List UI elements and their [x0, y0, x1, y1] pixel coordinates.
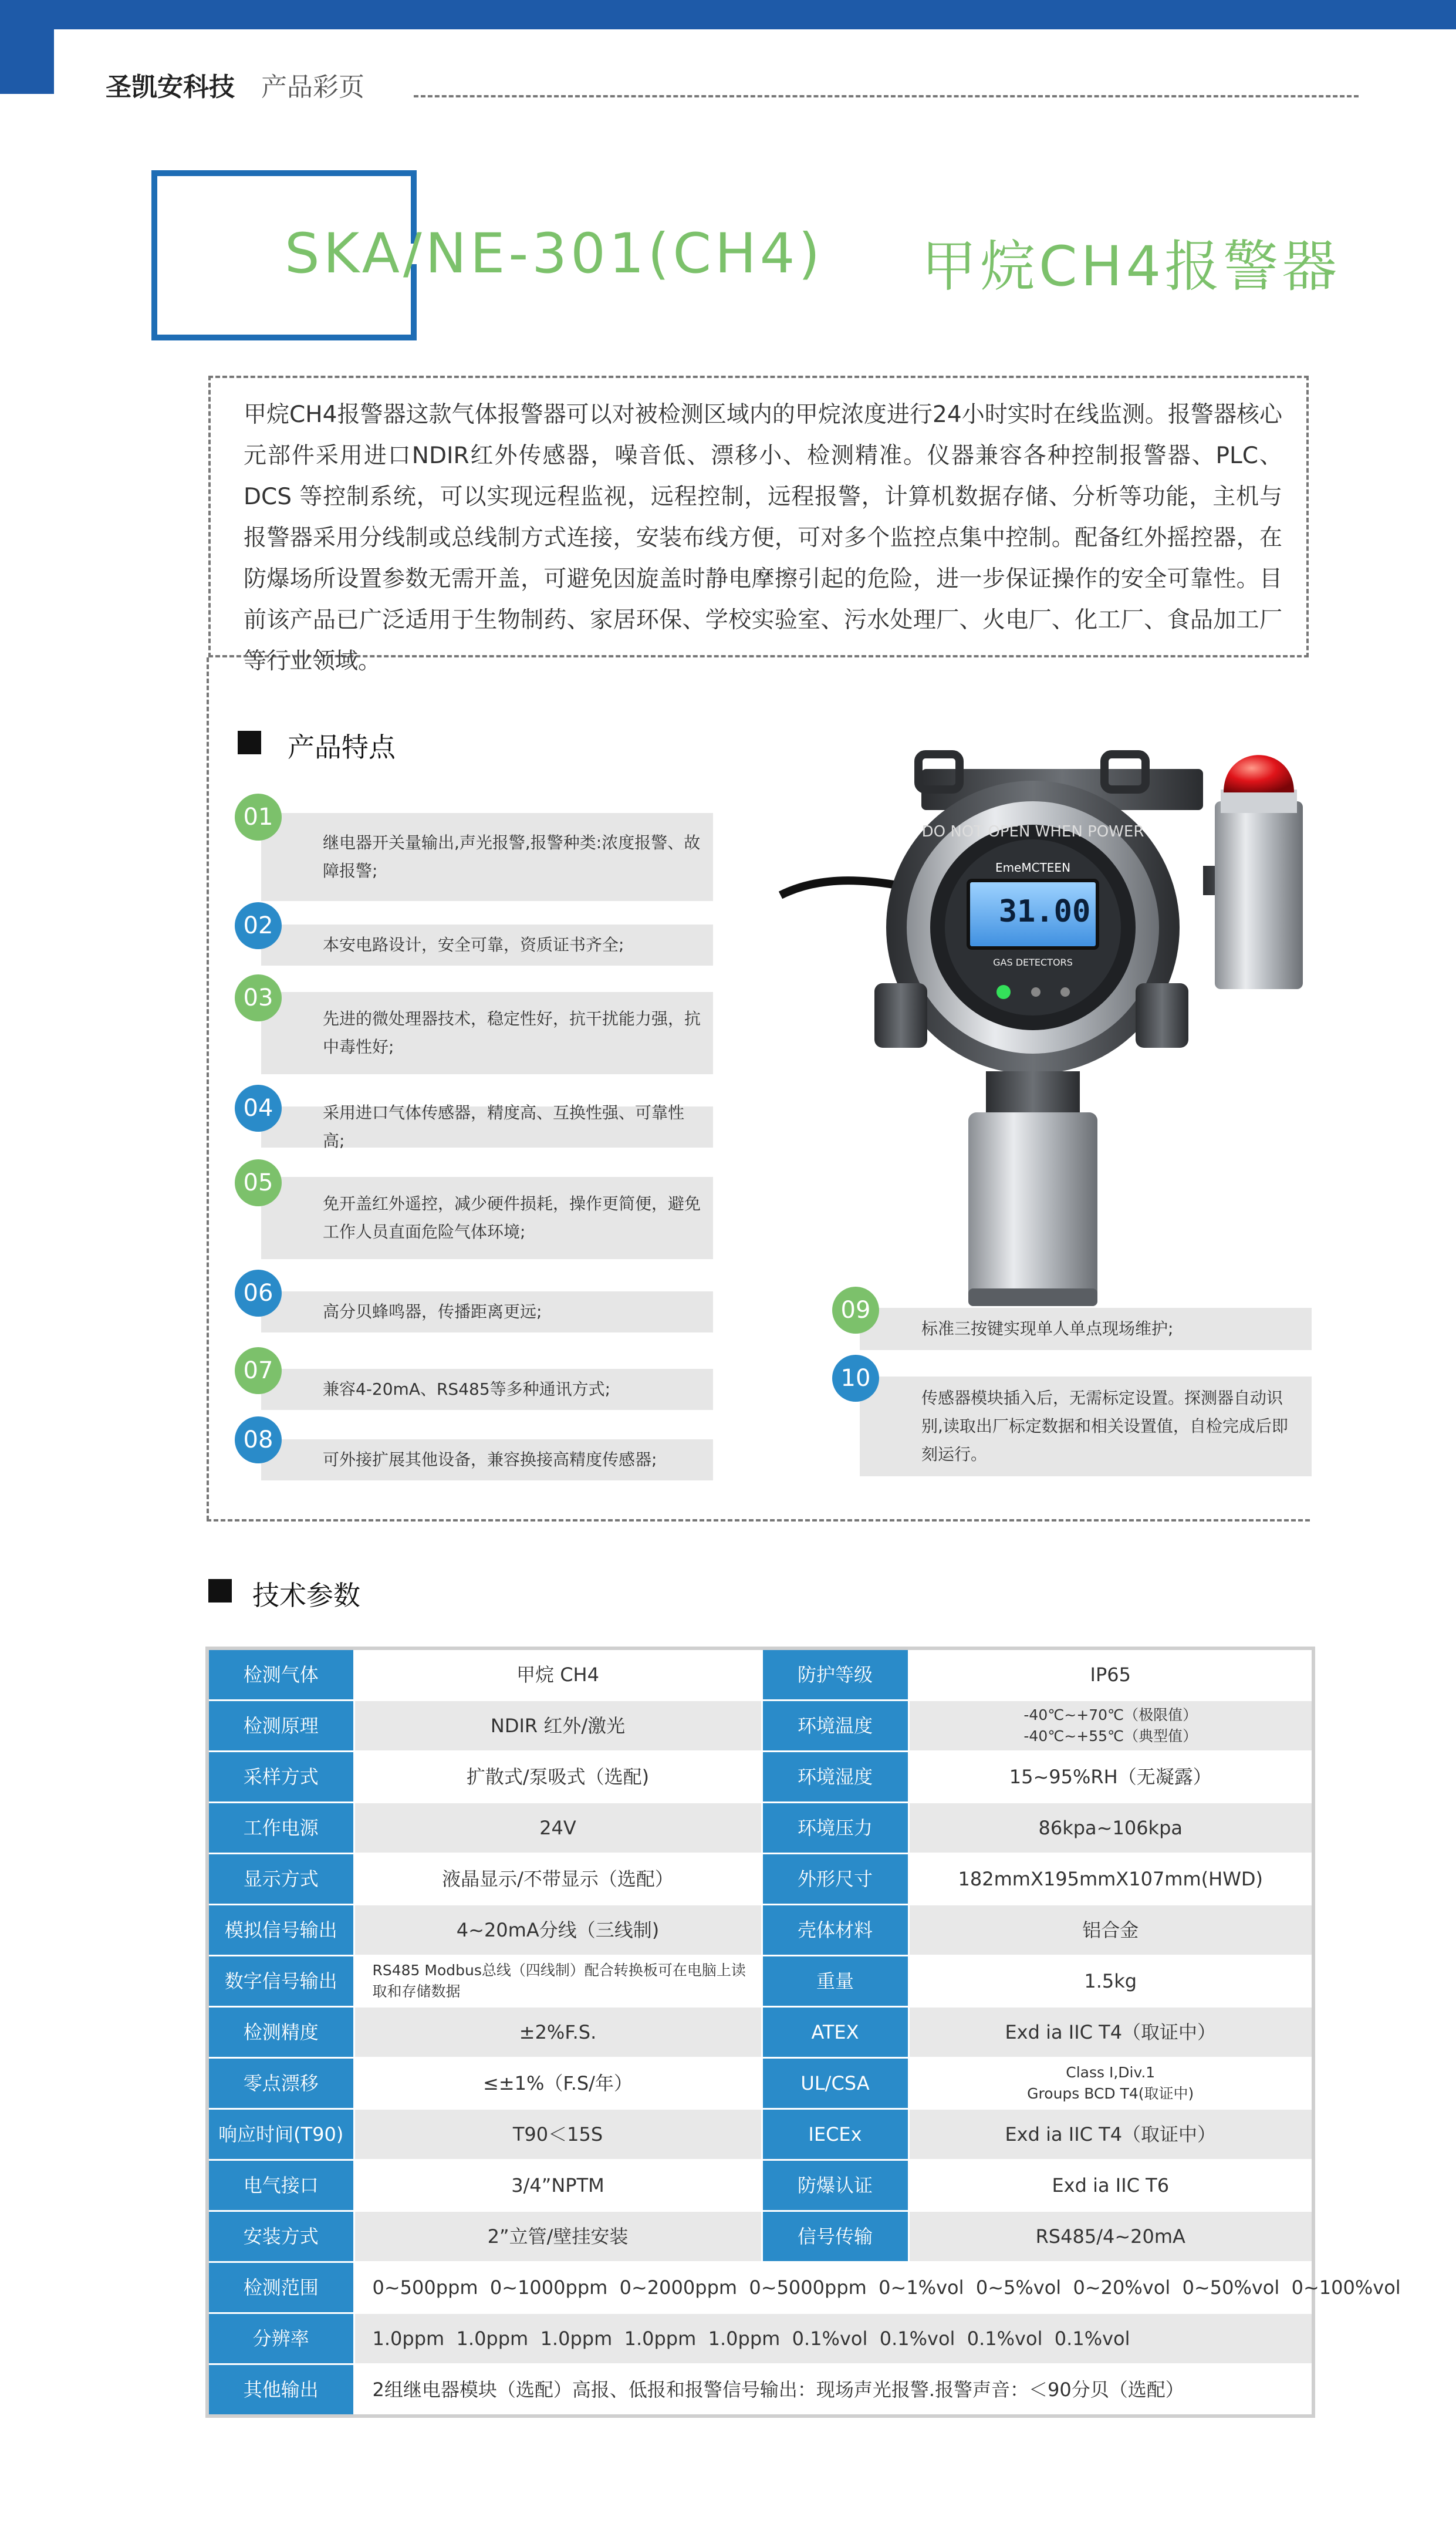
spec-label: 外形尺寸 [762, 1854, 908, 1905]
table-row [207, 1956, 1313, 2007]
intro-box-right-edge [1306, 376, 1309, 657]
header-divider [414, 95, 1359, 97]
feature-number-badge: 02 [235, 902, 282, 949]
title-frame-top [151, 170, 415, 176]
spec-value: Exd ia IIC T4（取证中） [908, 2109, 1313, 2160]
spec-label: 工作电源 [207, 1803, 354, 1854]
spec-label: 壳体材料 [762, 1905, 908, 1956]
title-frame-bottom [151, 335, 415, 340]
spec-label: 信号传输 [762, 2211, 908, 2262]
spec-label: 重量 [762, 1956, 908, 2007]
feature-text: 可外接扩展其他设备，兼容换接高精度传感器; [323, 1450, 657, 1469]
table-row [207, 1854, 1313, 1905]
device-brand: EmeMCTEEN [995, 861, 1071, 875]
feature-number-badge: 09 [832, 1287, 879, 1334]
feature-item [261, 992, 713, 1074]
title-frame-left [151, 170, 157, 340]
cable [781, 880, 904, 895]
feature-number-badge: 05 [235, 1159, 282, 1206]
features-heading: 产品特点 [288, 731, 396, 763]
spec-value: 1.5kg [908, 1956, 1313, 2007]
spec-label: 其他输出 [207, 2364, 354, 2417]
spec-value: Exd ia IIC T4（取证中） [908, 2007, 1313, 2058]
spec-label: 环境压力 [762, 1803, 908, 1854]
table-row [207, 1905, 1313, 1956]
spec-value: 甲烷 CH4 [354, 1648, 762, 1701]
spec-value: 24V [354, 1803, 762, 1854]
lcd-reading: 31.00 [998, 894, 1091, 929]
feature-text: 传感器模块插入后，无需标定设置。探测器自动识别,读取出厂标定数据和相关设置值，自检完成后即刻运行。 [921, 1388, 1288, 1464]
feature-item [261, 925, 713, 966]
top-band-corner [0, 0, 54, 94]
spec-label: 环境温度 [762, 1701, 908, 1752]
feature-text: 先进的微处理器技术，稳定性好，抗干扰能力强，抗中毒性好; [323, 1009, 701, 1057]
feature-item [261, 1439, 713, 1480]
spec-label: 采样方式 [207, 1752, 354, 1803]
table-row [207, 1701, 1313, 1752]
spec-label: 显示方式 [207, 1854, 354, 1905]
brand-name: 圣凯安科技 [106, 72, 235, 102]
table-row [207, 2313, 1313, 2364]
intro-paragraph: 甲烷CH4报警器这款气体报警器可以对被检测区域内的甲烷浓度进行24小时实时在线监测。报警器核心元部件采用进口NDIR红外传感器，噪音低、漂移小、检测精准。仪器兼容各种控制报警器、PLC、DCS 等控制系统，可以实现远程监视，远程控制，远程报警，计算机数据存储、分析等功能，主机与报警器采用分线制或总线制方式连接，安装布线方便，可对多个监控点集中控制。配备红外摇控器，在防爆场所设置参数无需开盖，可避免因旋盖时静电摩擦引起的危险，进一步保证操作的安全可靠性。目前该产品已广泛适用于生物制药、家居环保、学校实验室、污水处理厂、火电厂、化工厂、食品加工厂等行业领域。 [244, 402, 1282, 674]
spec-label: 模拟信号输出 [207, 1905, 354, 1956]
spec-label: 环境湿度 [762, 1752, 908, 1803]
feature-item [261, 1291, 713, 1332]
feature-text: 本安电路设计，安全可靠，资质证书齐全; [323, 935, 624, 954]
specs-table [205, 1647, 1401, 2418]
spec-label: ATEX [762, 2007, 908, 2058]
spec-value: NDIR 红外/激光 [354, 1701, 762, 1752]
spec-value: 86kpa~106kpa [908, 1803, 1313, 1854]
spec-label: 检测原理 [207, 1701, 354, 1752]
spec-label: 检测气体 [207, 1648, 354, 1701]
feature-number-badge: 08 [235, 1416, 282, 1463]
spec-label: 安装方式 [207, 2211, 354, 2262]
features-border-bottom [207, 1519, 1310, 1521]
spec-label: 零点漂移 [207, 2058, 354, 2109]
spec-value: ±2%F.S. [354, 2007, 762, 2058]
spec-value: -40℃~+70℃（极限值） -40℃~+55℃（典型值） [908, 1701, 1313, 1752]
specs-heading: 技术参数 [252, 1580, 360, 1611]
alarm-lamp-body [1215, 801, 1303, 989]
spec-label: 电气接口 [207, 2160, 354, 2211]
right-gland [1136, 983, 1188, 1048]
spec-value: 铝合金 [908, 1905, 1313, 1956]
section-label: 产品彩页 [261, 72, 364, 102]
table-row [207, 2262, 1313, 2313]
top-band [0, 0, 1456, 29]
spec-value: 液晶显示/不带显示（选配） [354, 1854, 762, 1905]
spec-label: IECEx [762, 2109, 908, 2160]
product-name-title: 甲烷CH4报警器 [921, 235, 1341, 299]
spec-label: 数字信号输出 [207, 1956, 354, 2007]
feature-item [261, 813, 713, 901]
spec-value: RS485/4~20mA [908, 2211, 1313, 2262]
spec-value: 15~95%RH（无凝露） [908, 1752, 1313, 1803]
spec-value: Exd ia IIC T6 [908, 2160, 1313, 2211]
feature-text: 免开盖红外遥控，减少硬件损耗，操作更简便，避免工作人员直面危险气体环境; [323, 1194, 701, 1241]
spec-value: 1.0ppm 1.0ppm 1.0ppm 1.0ppm 1.0ppm 0.1%vol 0.1%vol 0.1%vol 0.1%vol [354, 2313, 1313, 2364]
spec-label: 分辨率 [207, 2313, 354, 2364]
specs-heading-marker [208, 1579, 232, 1603]
feature-text: 采用进口气体传感器，精度高、互换性强、可靠性高; [323, 1103, 685, 1151]
spec-value: IP65 [908, 1648, 1313, 1701]
spec-value: 0~500ppm 0~1000ppm 0~2000ppm 0~5000ppm 0~1%vol 0~5%vol 0~20%vol 0~50%vol 0~100%vol [354, 2262, 1313, 2313]
feature-number-badge: 03 [235, 974, 282, 1021]
gas-detector-illustration [769, 725, 1332, 1321]
feature-text: 高分贝蜂鸣器，传播距离更远; [323, 1302, 542, 1321]
feature-number-badge: 01 [235, 794, 282, 841]
feature-item [261, 1369, 713, 1410]
table-row [207, 2007, 1313, 2058]
spec-value: 182mmX195mmX107mm(HWD) [908, 1854, 1313, 1905]
status-led [996, 985, 1011, 999]
feature-text: 标准三按键实现单人单点现场维护; [921, 1319, 1174, 1338]
ring-text: DO NOT OPEN WHEN POWER [921, 823, 1144, 841]
spec-value: 扩散式/泵吸式（选配) [354, 1752, 762, 1803]
spec-value: 2”立管/壁挂安装 [354, 2211, 762, 2262]
spec-value: T90＜15S [354, 2109, 762, 2160]
feature-item [860, 1377, 1312, 1476]
table-row [207, 2160, 1313, 2211]
device-label: GAS DETECTORS [993, 957, 1073, 968]
sensor-head [968, 1112, 1097, 1306]
spec-label: 防爆认证 [762, 2160, 908, 2211]
feature-item [261, 1177, 713, 1259]
spec-label: 检测精度 [207, 2007, 354, 2058]
left-gland [874, 983, 927, 1048]
spec-value: 2组继电器模块（选配）高报、低报和报警信号输出：现场声光报警.报警声音：＜90分贝（选配） [354, 2364, 1313, 2417]
feature-number-badge: 06 [235, 1270, 282, 1317]
feature-text: 兼容4-20mA、RS485等多种通讯方式; [323, 1379, 611, 1399]
table-row [207, 2058, 1313, 2109]
table-row [207, 2364, 1313, 2417]
features-heading-marker [238, 731, 261, 754]
alarm-lamp-dome [1224, 755, 1294, 792]
features-border-left [207, 657, 209, 1520]
feature-number-badge: 04 [235, 1085, 282, 1132]
table-row [207, 1752, 1313, 1803]
spec-value: RS485 Modbus总线（四线制）配合转换板可在电脑上读取和存储数据 [354, 1956, 762, 2007]
feature-number-badge: 07 [235, 1347, 282, 1394]
feature-number-badge: 10 [832, 1355, 879, 1402]
spec-label: 响应时间(T90) [207, 2109, 354, 2160]
spec-value: Class I,Div.1 Groups BCD T4(取证中) [908, 2058, 1313, 2109]
product-model-title: SKA/NE-301(CH4) [285, 222, 824, 286]
spec-label: 防护等级 [762, 1648, 908, 1701]
table-row [207, 1648, 1313, 1701]
spec-label: UL/CSA [762, 2058, 908, 2109]
spec-label: 检测范围 [207, 2262, 354, 2313]
table-row [207, 1803, 1313, 1854]
spec-value: ≤±1%（F.S/年） [354, 2058, 762, 2109]
feature-item [261, 1103, 713, 1151]
spec-value: 4~20mA分线（三线制) [354, 1905, 762, 1956]
feature-text: 继电器开关量输出,声光报警,报警种类:浓度报警、故障报警; [323, 833, 701, 880]
table-row [207, 2109, 1313, 2160]
table-row [207, 2211, 1313, 2262]
spec-value: 3/4”NPTM [354, 2160, 762, 2211]
